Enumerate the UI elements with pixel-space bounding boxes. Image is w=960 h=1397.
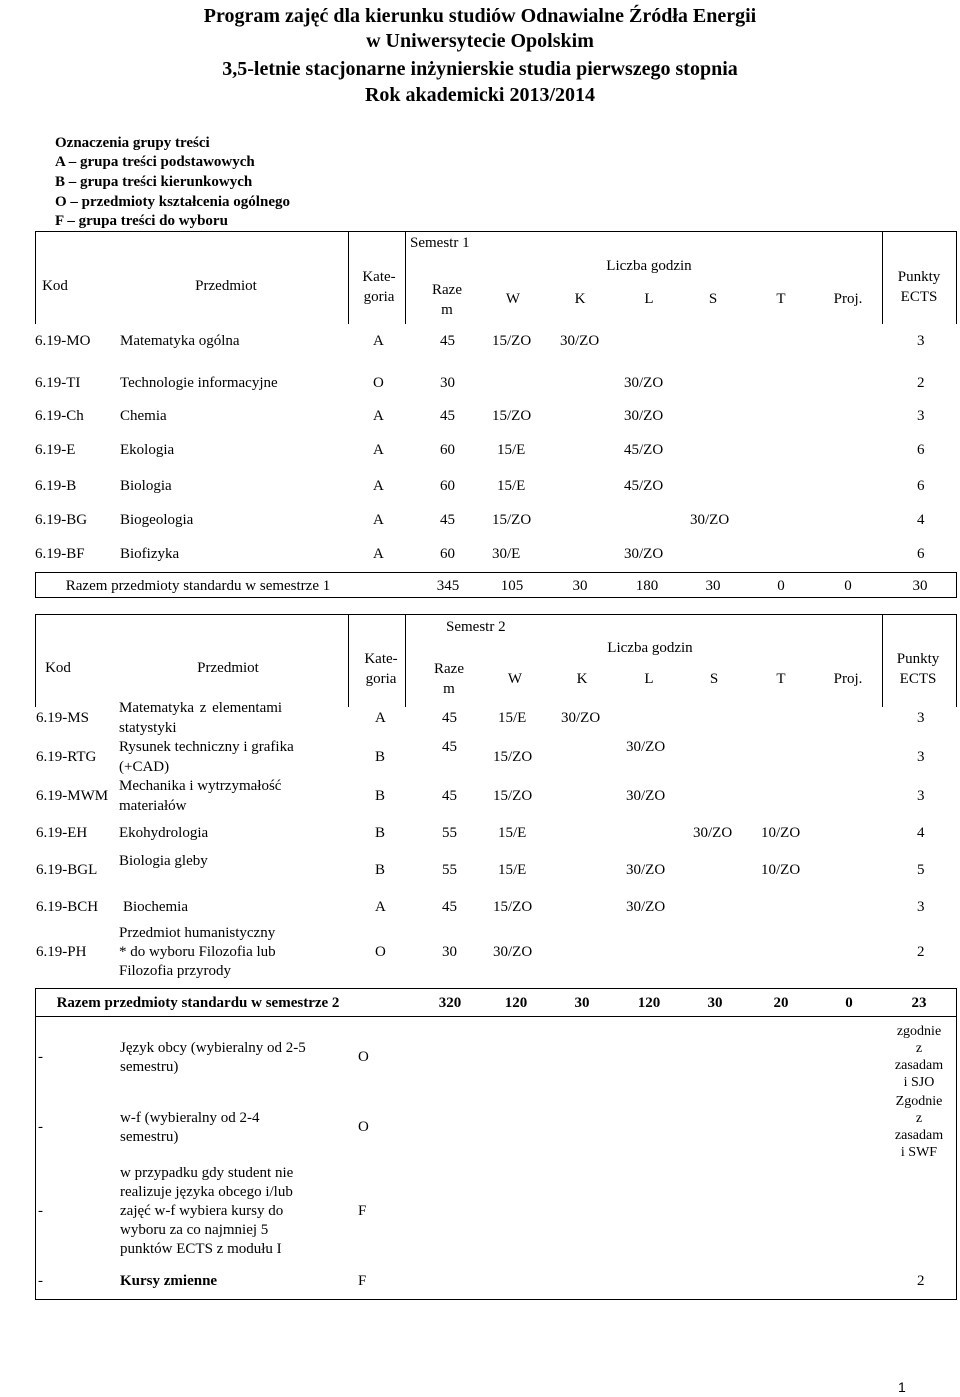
row-kategoria: A	[373, 408, 384, 424]
row-przedmiot: Matematyka z elementami	[119, 700, 283, 716]
legend-item-o: O – przedmioty kształcenia ogólnego	[55, 194, 290, 210]
row-w: 15/ZO	[492, 408, 532, 424]
row-ects: 3	[917, 899, 925, 915]
title-line-3: 3,5-letnie stacjonarne inżynierskie studia pierwszego stopnia	[222, 58, 738, 80]
row-razem: 60	[440, 442, 455, 458]
row-kategoria: B	[375, 788, 386, 804]
total-proj: 0	[845, 995, 853, 1011]
total-razem: 320	[438, 995, 462, 1011]
row-s: 30/ZO	[690, 512, 730, 528]
row-przedmiot: Ekologia	[120, 442, 175, 458]
row-kategoria: B	[375, 862, 386, 878]
row-kategoria: F	[358, 1273, 367, 1289]
total-s: 30	[705, 578, 721, 594]
table1-divider	[405, 231, 406, 324]
row-kategoria: B	[375, 749, 386, 765]
row-kod: 6.19-MS	[36, 710, 89, 726]
row-przedmiot: Biogeologia	[120, 512, 194, 528]
row-kod: 6.19-MO	[35, 333, 91, 349]
row-kod: 6.19-BGL	[36, 862, 98, 878]
table2-top-border	[35, 614, 957, 615]
row-razem: 60	[440, 546, 455, 562]
legend-item-f: F – grupa treści do wyboru	[55, 213, 228, 229]
total-ects: 23	[911, 995, 927, 1011]
row-przedmiot: Przedmiot humanistyczny	[119, 925, 276, 941]
row-kod: 6.19-Ch	[35, 408, 84, 424]
row-ects: 3	[917, 333, 925, 349]
row-przedmiot: Mechanika i wytrzymałość	[119, 778, 282, 794]
row-kategoria: A	[373, 442, 384, 458]
header-kod: Kod	[45, 660, 71, 676]
row-przedmiot: realizuje języka obcego i/lub	[120, 1184, 293, 1200]
row-w: 15/E	[498, 825, 527, 841]
header-proj: Proj.	[833, 291, 863, 307]
row-razem: 30	[442, 944, 457, 960]
header-razem: Raze	[434, 661, 464, 677]
row-kategoria: A	[373, 478, 384, 494]
header-kod: Kod	[42, 278, 68, 294]
row-w: 15/ZO	[493, 788, 533, 804]
header-kategoria: goria	[363, 289, 395, 305]
row-kod: 6.19-BG	[35, 512, 88, 528]
row-kod: -	[38, 1119, 43, 1135]
row-kategoria: A	[373, 546, 384, 562]
row-przedmiot: w przypadku gdy student nie	[120, 1165, 294, 1181]
header-l: L	[644, 291, 654, 307]
row-kod: 6.19-B	[35, 478, 77, 494]
header-przedmiot: Przedmiot	[197, 660, 259, 676]
row-razem: 45	[440, 333, 455, 349]
row-l: 45/ZO	[624, 478, 664, 494]
row-przedmiot: (+CAD)	[119, 759, 170, 775]
row-ects: i SWF	[900, 1145, 938, 1160]
header-liczba-godzin: Liczba godzin	[607, 640, 693, 656]
row-przedmiot: semestru)	[120, 1059, 179, 1075]
header-razem: Raze	[432, 282, 462, 298]
row-w: 15/ZO	[492, 333, 532, 349]
row-ects: 6	[917, 442, 925, 458]
title-line-4: Rok akademicki 2013/2014	[364, 84, 596, 106]
table1-divider	[882, 231, 883, 324]
header-w: W	[507, 671, 523, 687]
row-przedmiot: * do wyboru Filozofia lub	[119, 944, 276, 960]
row-ects: 3	[917, 788, 925, 804]
row-ects: 2	[917, 1273, 925, 1289]
table2-bottom-border	[35, 1299, 957, 1300]
table2-total-bottom-border	[35, 1016, 957, 1017]
header-proj: Proj.	[833, 671, 863, 687]
row-kategoria: O	[375, 944, 386, 960]
header-ects: ECTS	[899, 671, 937, 687]
total-l: 180	[635, 578, 659, 594]
header-w: W	[505, 291, 521, 307]
row-przedmiot: materiałów	[119, 798, 187, 814]
row-razem: 45	[442, 710, 457, 726]
semester-2-label: Semestr 2	[446, 619, 506, 635]
row-kategoria: B	[375, 825, 386, 841]
row-przedmiot: Kursy zmienne	[120, 1273, 218, 1289]
row-kod: 6.19-MWM	[36, 788, 109, 804]
row-kategoria: O	[358, 1119, 369, 1135]
row-ects: 5	[917, 862, 925, 878]
row-kategoria: A	[373, 333, 384, 349]
row-przedmiot: Biologia gleby	[119, 853, 208, 869]
row-ects: zasadam	[894, 1058, 944, 1073]
table2-total-top-border	[35, 988, 957, 989]
row-przedmiot: Matematyka ogólna	[120, 333, 240, 349]
row-w: 15/E	[498, 862, 527, 878]
row-ects: Zgodnie	[895, 1094, 943, 1109]
header-punkty: Punkty	[896, 651, 940, 667]
header-k: K	[576, 671, 588, 687]
row-w: 15/ZO	[492, 512, 532, 528]
header-t: T	[776, 671, 786, 687]
row-przedmiot: Filozofia przyrody	[119, 963, 232, 979]
total-t: 0	[777, 578, 785, 594]
total-proj: 0	[844, 578, 852, 594]
table2-right-border	[956, 988, 957, 1300]
header-s: S	[709, 671, 719, 687]
row-kod: 6.19-RTG	[36, 749, 97, 765]
row-przedmiot: Biochemia	[123, 899, 188, 915]
table1-bottom-border	[35, 597, 957, 598]
table1-top-border	[35, 231, 957, 232]
row-kod: 6.19-E	[35, 442, 76, 458]
row-l: 30/ZO	[626, 739, 666, 755]
row-przedmiot: zajęć w-f wybiera kursy do	[120, 1203, 284, 1219]
row-razem: 60	[440, 478, 455, 494]
row-k: 30/ZO	[560, 333, 600, 349]
row-k: 30/ZO	[561, 710, 601, 726]
row-l: 30/ZO	[693, 825, 733, 841]
table2-right-border	[956, 614, 957, 707]
row-kod: 6.19-TI	[35, 375, 81, 391]
total-w: 105	[500, 578, 524, 594]
header-kategoria: Kate-	[364, 651, 398, 667]
total-label: Razem przedmioty standardu w semestrze 1	[65, 578, 331, 594]
row-przedmiot: Ekohydrologia	[119, 825, 209, 841]
row-przedmiot: Rysunek techniczny i grafika	[119, 739, 294, 755]
row-przedmiot: statystyki	[119, 720, 177, 736]
table1-left-border	[35, 572, 36, 598]
row-razem: 55	[442, 825, 457, 841]
row-ects: 2	[917, 944, 925, 960]
total-w: 120	[504, 995, 528, 1011]
row-razem: 45	[440, 512, 455, 528]
row-przedmiot: Biofizyka	[120, 546, 180, 562]
header-ects: ECTS	[900, 289, 938, 305]
row-w: 30/E	[492, 546, 521, 562]
row-ects: zgodnie	[896, 1024, 942, 1039]
table2-left-border	[35, 614, 36, 707]
page-number: 1	[898, 1379, 906, 1395]
title-line-2: w Uniwersytecie Opolskim	[366, 30, 594, 52]
table1-total-top-border	[35, 572, 957, 573]
row-w: 15/E	[497, 442, 526, 458]
row-w: 30/ZO	[493, 944, 533, 960]
row-w: 15/E	[497, 478, 526, 494]
header-s: S	[708, 291, 718, 307]
row-kod: 6.19-BCH	[36, 899, 99, 915]
row-ects: z	[915, 1111, 923, 1126]
total-k: 30	[572, 578, 588, 594]
row-ects: 3	[917, 408, 925, 424]
row-razem: 55	[442, 862, 457, 878]
row-przedmiot: w-f (wybieralny od 2-4	[120, 1110, 260, 1126]
header-t: T	[776, 291, 786, 307]
total-s: 30	[707, 995, 723, 1011]
title-line-1: Program zajęć dla kierunku studiów Odnawialne Źródła Energii	[203, 5, 757, 27]
row-ects: 6	[917, 478, 925, 494]
table1-right-border	[956, 231, 957, 324]
row-razem: 45	[442, 788, 457, 804]
row-s: 10/ZO	[761, 825, 801, 841]
header-kategoria: goria	[365, 671, 397, 687]
row-kategoria: A	[375, 710, 386, 726]
row-ects: 4	[917, 825, 925, 841]
header-punkty: Punkty	[897, 269, 941, 285]
row-przedmiot: Język obcy (wybieralny od 2-5	[120, 1040, 306, 1056]
row-kategoria: A	[373, 512, 384, 528]
row-razem: 45	[440, 408, 455, 424]
row-kategoria: O	[373, 375, 384, 391]
table2-divider	[882, 614, 883, 707]
row-ects: 3	[917, 710, 925, 726]
header-liczba-godzin: Liczba godzin	[606, 258, 692, 274]
row-k: 30/ZO	[626, 862, 666, 878]
row-razem: 45	[442, 899, 457, 915]
row-kategoria: O	[358, 1049, 369, 1065]
row-razem: 30	[440, 375, 455, 391]
header-razem: m	[441, 302, 453, 318]
row-przedmiot: Chemia	[120, 408, 167, 424]
row-przedmiot: semestru)	[120, 1129, 179, 1145]
table2-left-border	[35, 988, 36, 1300]
semester-1-label: Semestr 1	[410, 235, 470, 251]
legend-heading: Oznaczenia grupy treści	[55, 135, 210, 151]
row-ects: 2	[917, 375, 925, 391]
row-w: 15/ZO	[493, 749, 533, 765]
row-przedmiot: Technologie informacyjne	[120, 375, 278, 391]
row-ects: zasadam	[894, 1128, 944, 1143]
row-w: 15/ZO	[493, 899, 533, 915]
row-w: 15/E	[498, 710, 527, 726]
total-l: 120	[637, 995, 661, 1011]
row-kategoria: A	[375, 899, 386, 915]
table1-left-border	[35, 231, 36, 324]
row-ects: 3	[917, 749, 925, 765]
header-k: K	[574, 291, 586, 307]
row-kod: 6.19-EH	[36, 825, 88, 841]
row-l: 30/ZO	[624, 546, 664, 562]
row-k: 30/ZO	[626, 899, 666, 915]
header-razem: m	[443, 681, 455, 697]
row-kategoria: F	[358, 1203, 367, 1219]
header-przedmiot: Przedmiot	[195, 278, 257, 294]
row-s: 10/ZO	[761, 862, 801, 878]
total-ects: 30	[912, 578, 928, 594]
row-ects: i SJO	[903, 1075, 935, 1090]
row-kod: -	[38, 1049, 43, 1065]
legend-item-a: A – grupa treści podstawowych	[55, 154, 255, 170]
row-k: 30/ZO	[626, 788, 666, 804]
total-razem: 345	[436, 578, 460, 594]
legend-item-b: B – grupa treści kierunkowych	[55, 174, 253, 190]
row-ects: z	[915, 1041, 923, 1056]
header-kategoria: Kate-	[362, 269, 396, 285]
total-label: Razem przedmioty standardu w semestrze 2	[56, 995, 340, 1011]
row-przedmiot: Biologia	[120, 478, 172, 494]
table1-right-border	[956, 572, 957, 598]
total-k: 30	[574, 995, 590, 1011]
row-kod: -	[38, 1203, 43, 1219]
table1-divider	[348, 231, 349, 324]
row-razem: 45	[442, 739, 457, 755]
row-kod: 6.19-BF	[35, 546, 85, 562]
row-przedmiot: punktów ECTS z modułu I	[120, 1241, 282, 1257]
row-l: 30/ZO	[624, 408, 664, 424]
row-l: 30/ZO	[624, 375, 664, 391]
row-l: 45/ZO	[624, 442, 664, 458]
row-ects: 4	[917, 512, 925, 528]
total-t: 20	[773, 995, 789, 1011]
row-kod: 6.19-PH	[36, 944, 87, 960]
table2-divider	[405, 614, 406, 707]
row-kod: -	[38, 1273, 43, 1289]
table2-divider	[348, 614, 349, 707]
header-l: L	[644, 671, 654, 687]
row-ects: 6	[917, 546, 925, 562]
row-przedmiot: wyboru za co najmniej 5	[120, 1222, 269, 1238]
